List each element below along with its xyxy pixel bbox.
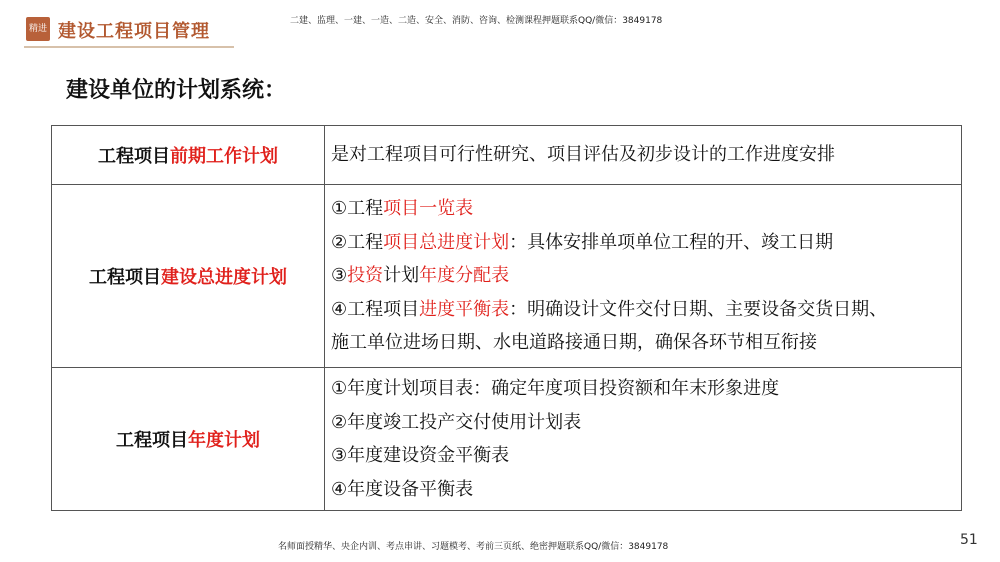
item-highlight: 年度分配表 <box>419 265 510 287</box>
table-row <box>52 185 962 368</box>
brand-underline <box>24 46 234 48</box>
top-contact-note: 二建、监理、一建、一造、二造、安全、消防、咨询、检测课程押题联系QQ/微信：3849178 <box>290 16 663 26</box>
label-highlight: 前期工作计划 <box>170 146 278 167</box>
table-row <box>52 368 962 511</box>
list-item: ③年度建设资金平衡表 <box>331 445 510 466</box>
item-highlight: 投资 <box>347 265 384 287</box>
table-row <box>52 126 962 185</box>
row-label <box>52 185 325 368</box>
item-text: ②工程 <box>331 231 384 253</box>
page-number: 51 <box>960 532 978 548</box>
list-item: 施工单位进场日期、水电道路接通日期，确保各环节相互衔接 <box>331 332 817 354</box>
label-highlight: 年度计划 <box>188 430 260 451</box>
item-text: 计划 <box>383 265 420 287</box>
list-item: ④年度设备平衡表 <box>331 478 474 500</box>
content-text: 是对工程项目可行性研究、项目评估及初步设计的工作进度安排 <box>331 144 835 166</box>
list-item: ①年度计划项目表：确定年度项目投资额和年末形象进度 <box>331 378 780 399</box>
list-item <box>331 192 955 226</box>
list-item <box>331 293 955 327</box>
bottom-contact-note: 名师面授精华、央企内训、考点串讲、习题模考、考前三页纸、绝密押题联系QQ/微信：3849178 <box>278 542 669 552</box>
item-highlight: 项目总进度计划 <box>383 231 510 253</box>
row-label <box>52 368 325 511</box>
label-highlight: 建设总进度计划 <box>161 267 287 288</box>
list-item <box>331 259 955 293</box>
label-prefix: 工程项目 <box>89 267 161 288</box>
item-highlight: 进度平衡表 <box>419 298 510 320</box>
item-text: ③ <box>331 265 348 287</box>
row-content <box>325 185 962 368</box>
item-text: ：具体安排单项单位工程的开、竣工日期 <box>509 231 834 253</box>
plan-system-table <box>51 125 962 511</box>
item-highlight: 项目一览表 <box>383 198 474 220</box>
row-content <box>325 368 962 511</box>
page-heading: 建设单位的计划系统： <box>66 78 287 103</box>
list-item: ②年度竣工投产交付使用计划表 <box>331 411 582 433</box>
list-item <box>331 226 955 260</box>
item-text: ①工程 <box>331 198 384 220</box>
label-prefix: 工程项目 <box>116 430 188 451</box>
label-prefix: 工程项目 <box>98 146 170 167</box>
row-content <box>325 126 962 185</box>
item-text: ：明确设计文件交付日期、主要设备交货日期、 <box>509 298 888 320</box>
item-text: ④工程项目 <box>331 298 420 320</box>
logo-badge: 精进 <box>26 17 50 41</box>
row-label <box>52 126 325 185</box>
brand-title: 建设工程项目管理 <box>58 21 210 42</box>
